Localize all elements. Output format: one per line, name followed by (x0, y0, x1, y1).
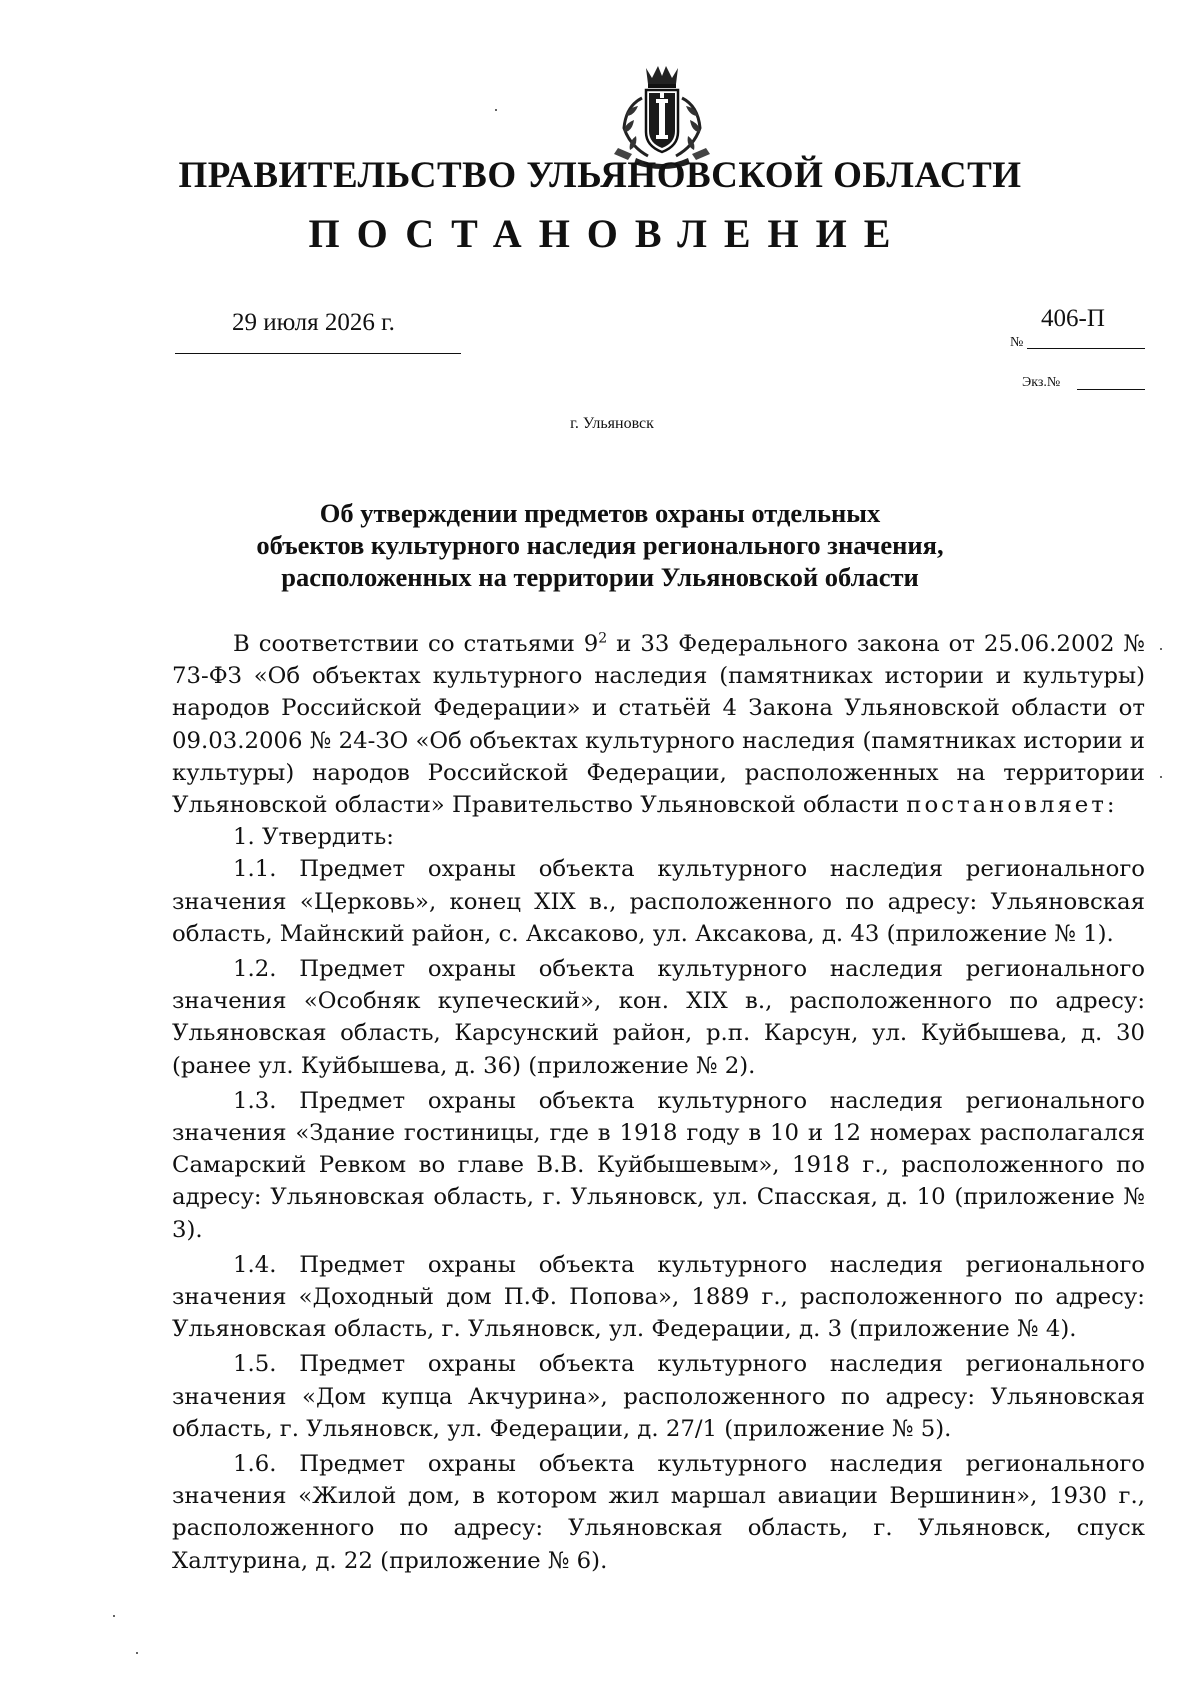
number-underline (1027, 348, 1145, 349)
document-number: 406-П (1041, 305, 1105, 332)
copy-number-label: Экз.№ (1022, 375, 1061, 390)
document-subject (0, 497, 1200, 593)
scan-speck (495, 109, 497, 111)
preamble-paragraph (172, 628, 1145, 821)
number-sign: № (1010, 335, 1024, 350)
document-body (172, 628, 1145, 1577)
document-date: 29 июля 2026 г. (232, 309, 395, 336)
subject-line: расположенных на территории Ульяновской области (281, 562, 919, 592)
copy-number-underline (1077, 389, 1145, 390)
subject-line: объектов культурного наследия регионального значения, (256, 530, 944, 560)
city: г. Ульяновск (570, 415, 654, 432)
scan-speck (1160, 776, 1162, 778)
article-superscript: 2 (598, 630, 608, 647)
preamble-text: и 33 Федерального закона от 25.06.2002 № 73-ФЗ «Об объектах культурного наследия (памятниках истории и культуры) народов Российской Федерации» и статьёй 4 Закона Ульяновской области от 09.03.2006 № 24-ЗО «Об объектах культурного наследия (памятниках истории и культуры) народов Российской Федерации, расположенных на территории Ульяновской области» Правительство Ульяновской области (172, 631, 1145, 819)
item-1-1: 1.1. Предмет охраны объекта культурного наследия регионального значения «Церковь», конец XIX в., расположенного по адресу: Ульяновская область, Майнский район, с. Аксаково, ул. Аксакова, д. 43 (приложение № 1). (172, 856, 1145, 947)
scan-speck (113, 1615, 115, 1617)
item-1-5: 1.5. Предмет охраны объекта культурного наследия регионального значения «Дом купца Акчурина», расположенного по адресу: Ульяновская область, г. Ульяновск, ул. Федерации, д. 27/1 (приложение № 5). (172, 1351, 1145, 1442)
decree-word: постановляет: (906, 792, 1118, 819)
scan-speck (1160, 648, 1162, 650)
preamble-lead: В соответствии со статьями 9 (233, 631, 599, 657)
document-type-title: ПОСТАНОВЛЕНИЕ (308, 211, 908, 256)
item-1-6: 1.6. Предмет охраны объекта культурного наследия регионального значения «Жилой дом, в котором жил маршал авиации Вершинин», 1930 г., расположенного по адресу: Ульяновская область, г. Ульяновск, спуск Халтурина, д. 22 (приложение № 6). (172, 1451, 1145, 1574)
item-1-2: 1.2. Предмет охраны объекта культурного наследия регионального значения «Особняк купеческий», кон. XIX в., расположенного по адресу: Ульяновская область, Карсунский район, р.п. Карсун, ул. Куйбышева, д. 30 (ранее ул. Куйбышева, д. 36) (приложение № 2). (172, 956, 1145, 1079)
item-1-4: 1.4. Предмет охраны объекта культурного наследия регионального значения «Доходный дом П.Ф. Попова», 1889 г., расположенного по адресу: Ульяновская область, г. Ульяновск, ул. Федерации, д. 3 (приложение № 4). (172, 1251, 1145, 1343)
organization-title: ПРАВИТЕЛЬСТВО УЛЬЯНОВСКОЙ ОБЛАСТИ (178, 155, 1022, 196)
subject-line: Об утверждении предметов охраны отдельных (319, 498, 881, 528)
scan-speck (136, 1652, 138, 1654)
item-approve: 1. Утвердить: (233, 824, 394, 851)
item-1-3: 1.3. Предмет охраны объекта культурного наследия регионального значения «Здание гостиницы, где в 1918 году в 10 и 12 номерах располагался Самарский Ревком во главе В.В. Куйбышевым», 1918 г., расположенного по адресу: Ульяновская область, г. Ульяновск, ул. Спасская, д. 10 (приложение № 3). (172, 1087, 1145, 1243)
date-underline (175, 353, 461, 354)
